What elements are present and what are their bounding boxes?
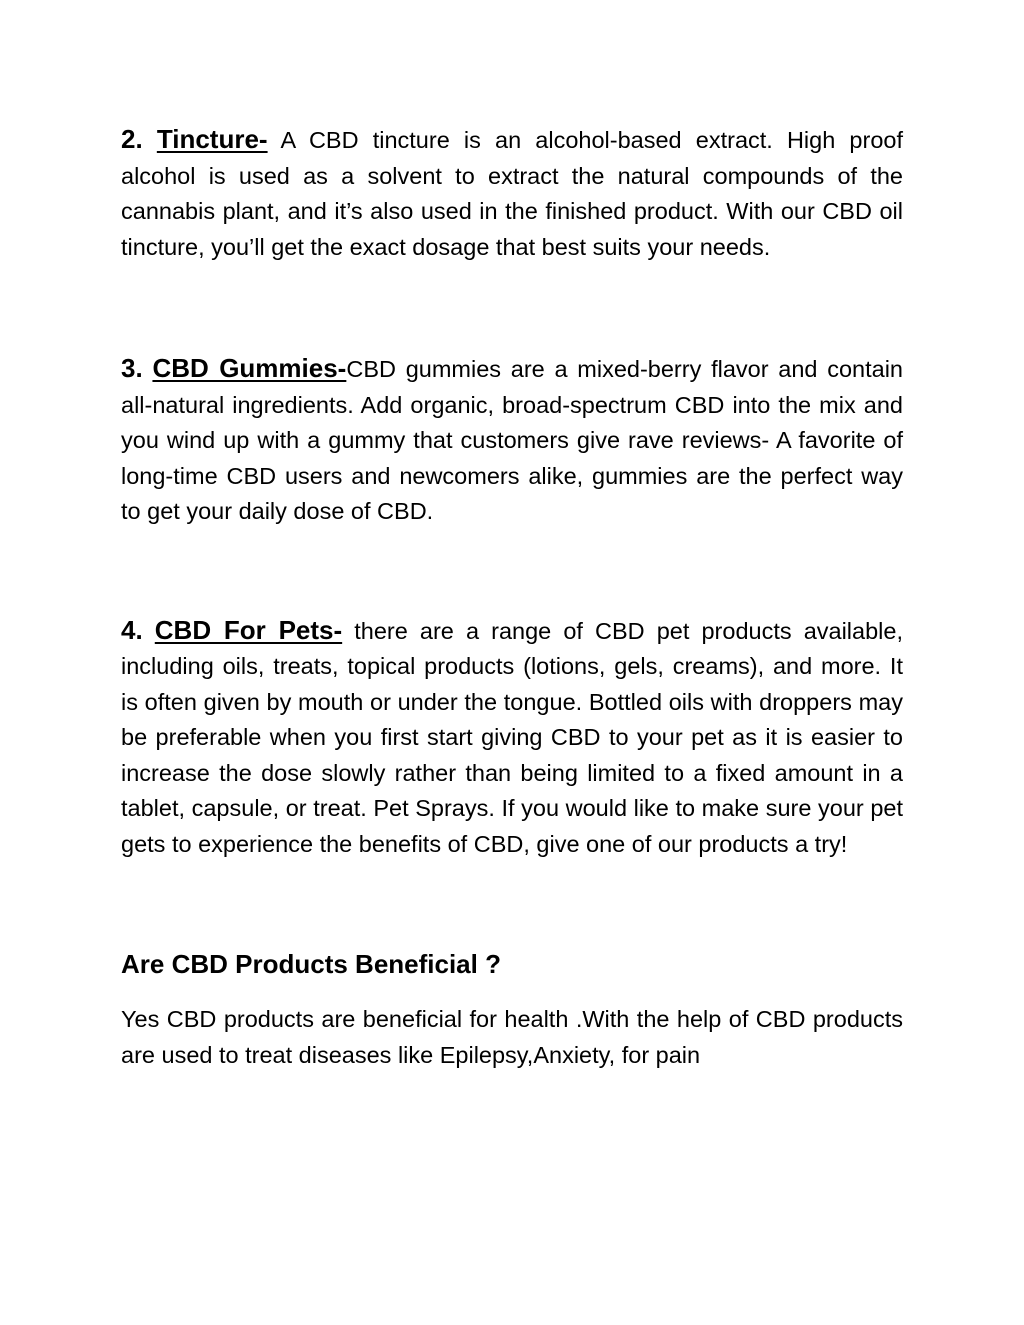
faq-body: Yes CBD products are beneficial for health .With the help of CBD products are used to treat diseases like Epilepsy,Anxiety, for pain [121, 1006, 903, 1068]
document-page [121, 122, 903, 1073]
section-number: 4. [121, 614, 143, 645]
section-title: Tincture- [156, 124, 268, 154]
section-body: CBD gummies are a mixed-berry flavor and contain all-natural ingredients. Add organic, broad-spectrum CBD into the mix and you wind up with a gummy that customers give rave reviews- A favorite of long-time CBD users and newcomers alike, gummies are the perfect way to get your daily dose of CBD. [121, 356, 903, 524]
faq-heading: Are CBD Products Beneficial ? [121, 949, 501, 979]
section-body: A CBD tincture is an alcohol-based extract. High proof alcohol is used as a solvent to extract the natural compounds of the cannabis plant, and it’s also used in the finished product. With our CBD oil tincture, you’ll get the exact dosage that best suits your needs. [121, 127, 903, 260]
section-body: there are a range of CBD pet products available, including oils, treats, topical products (lotions, gels, creams), and more. It is often given by mouth or under the tongue. Bottled oils with droppers may be preferable when you first start giving CBD to your pet as it is easier to increase the dose slowly rather than being limited to a fixed amount in a tablet, capsule, or treat. Pet Sprays. If you would like to make sure your pet gets to experience the benefits of CBD, give one of our products a try! [121, 617, 903, 857]
section-tincture [121, 122, 903, 265]
section-pets [121, 613, 903, 863]
section-number: 3. [121, 353, 143, 383]
section-title: CBD For Pets- [154, 614, 343, 645]
section-title: CBD Gummies- [152, 353, 347, 383]
section-number: 2. [121, 124, 143, 154]
section-gummies [121, 351, 903, 530]
